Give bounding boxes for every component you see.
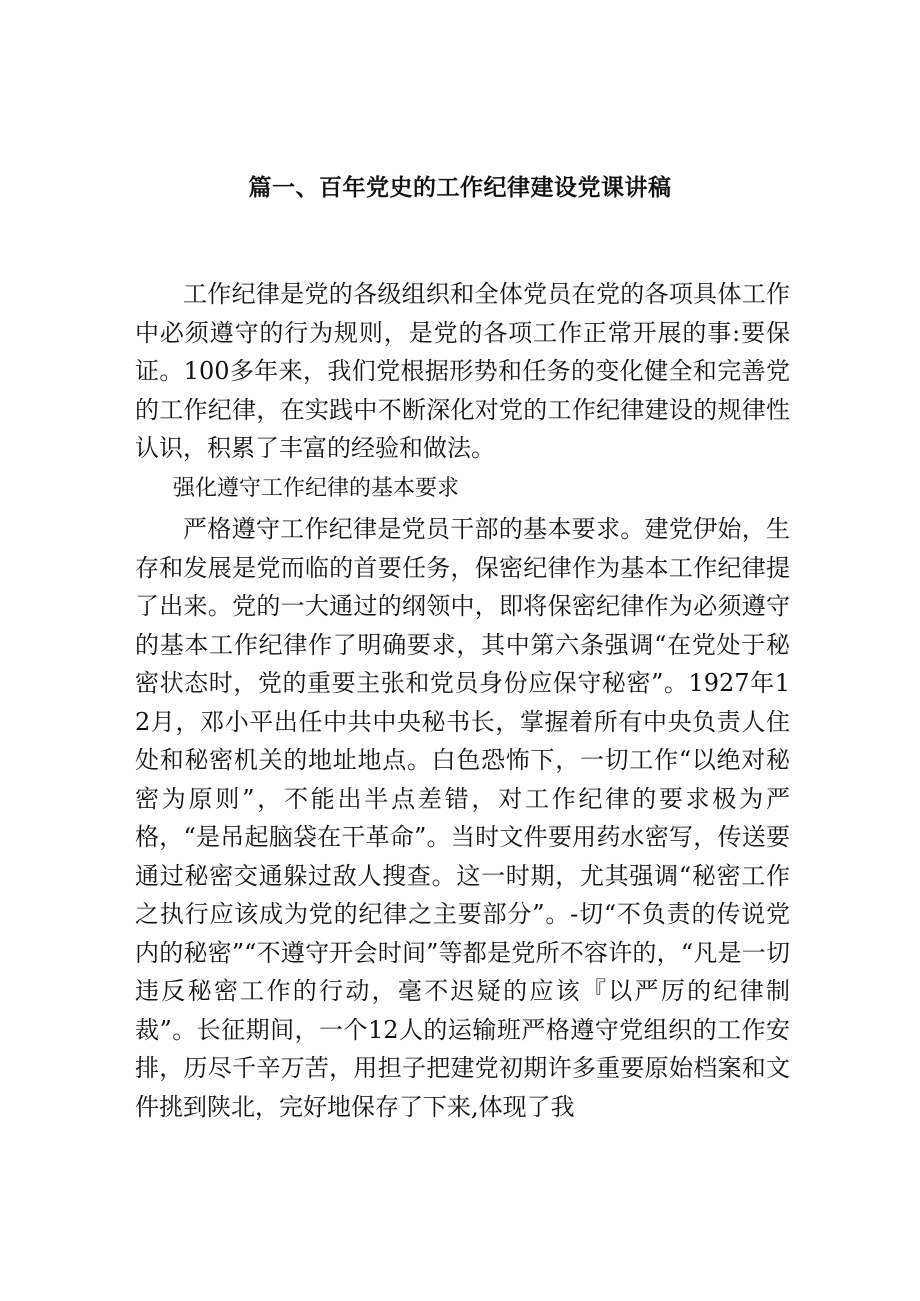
body-paragraph: 严格遵守工作纪律是党员干部的基本要求。建党伊始，生存和发展是党而临的首要任务，保密纪律作为基本工作纪律提了出来。党的一大通过的纲领中，即将保密纪律作为必须遵守的基本工作纪律作了明确要求，其中第六条强调“在党处于秘密状态时，党的重要主张和党员身份应保守秘密”。1927年12月，邓小平出任中共中央秘书长，掌握着所有中央负责人住处和秘密机关的地址地点。白色恐怖下，一切工作“以绝对秘密为原则”，不能出半点差错，对工作纪律的要求极为严格，“是吊起脑袋在干革命”。当时文件要用药水密写，传送要通过秘密交通躲过敌人搜查。这一时期，尤其强调“秘密工作之执行应该成为党的纪律之主要部分”。-切“不负责的传说党内的秘密”“不遵守开会时间”等都是党所不容许的，“凡是一切违反秘密工作的行动，毫不迟疑的应该『以严厉的纪律制裁”。长征期间，一个12人的运输班严格遵守党组织的工作安排，历尽千辛万苦，用担子把建党初期许多重要原始档案和文件挑到陕北，完好地保存了下来,体现了我 [135,515,790,1121]
document-body [135,275,790,1126]
intro-paragraph: 工作纪律是党的各级组织和全体党员在党的各项具体工作中必须遵守的行为规则，是党的各项工作正常开展的事:要保证。100多年来，我们党根据形势和任务的变化健全和完善党的工作纪律，在实践中不断深化对党的工作纪律建设的规律性认识，积累了丰富的经验和做法。 [135,280,790,462]
section-heading: 强化遵守工作纪律的基本要求 [173,475,460,501]
document-title: 篇一、百年党史的工作纪律建设党课讲稿 [248,174,672,201]
